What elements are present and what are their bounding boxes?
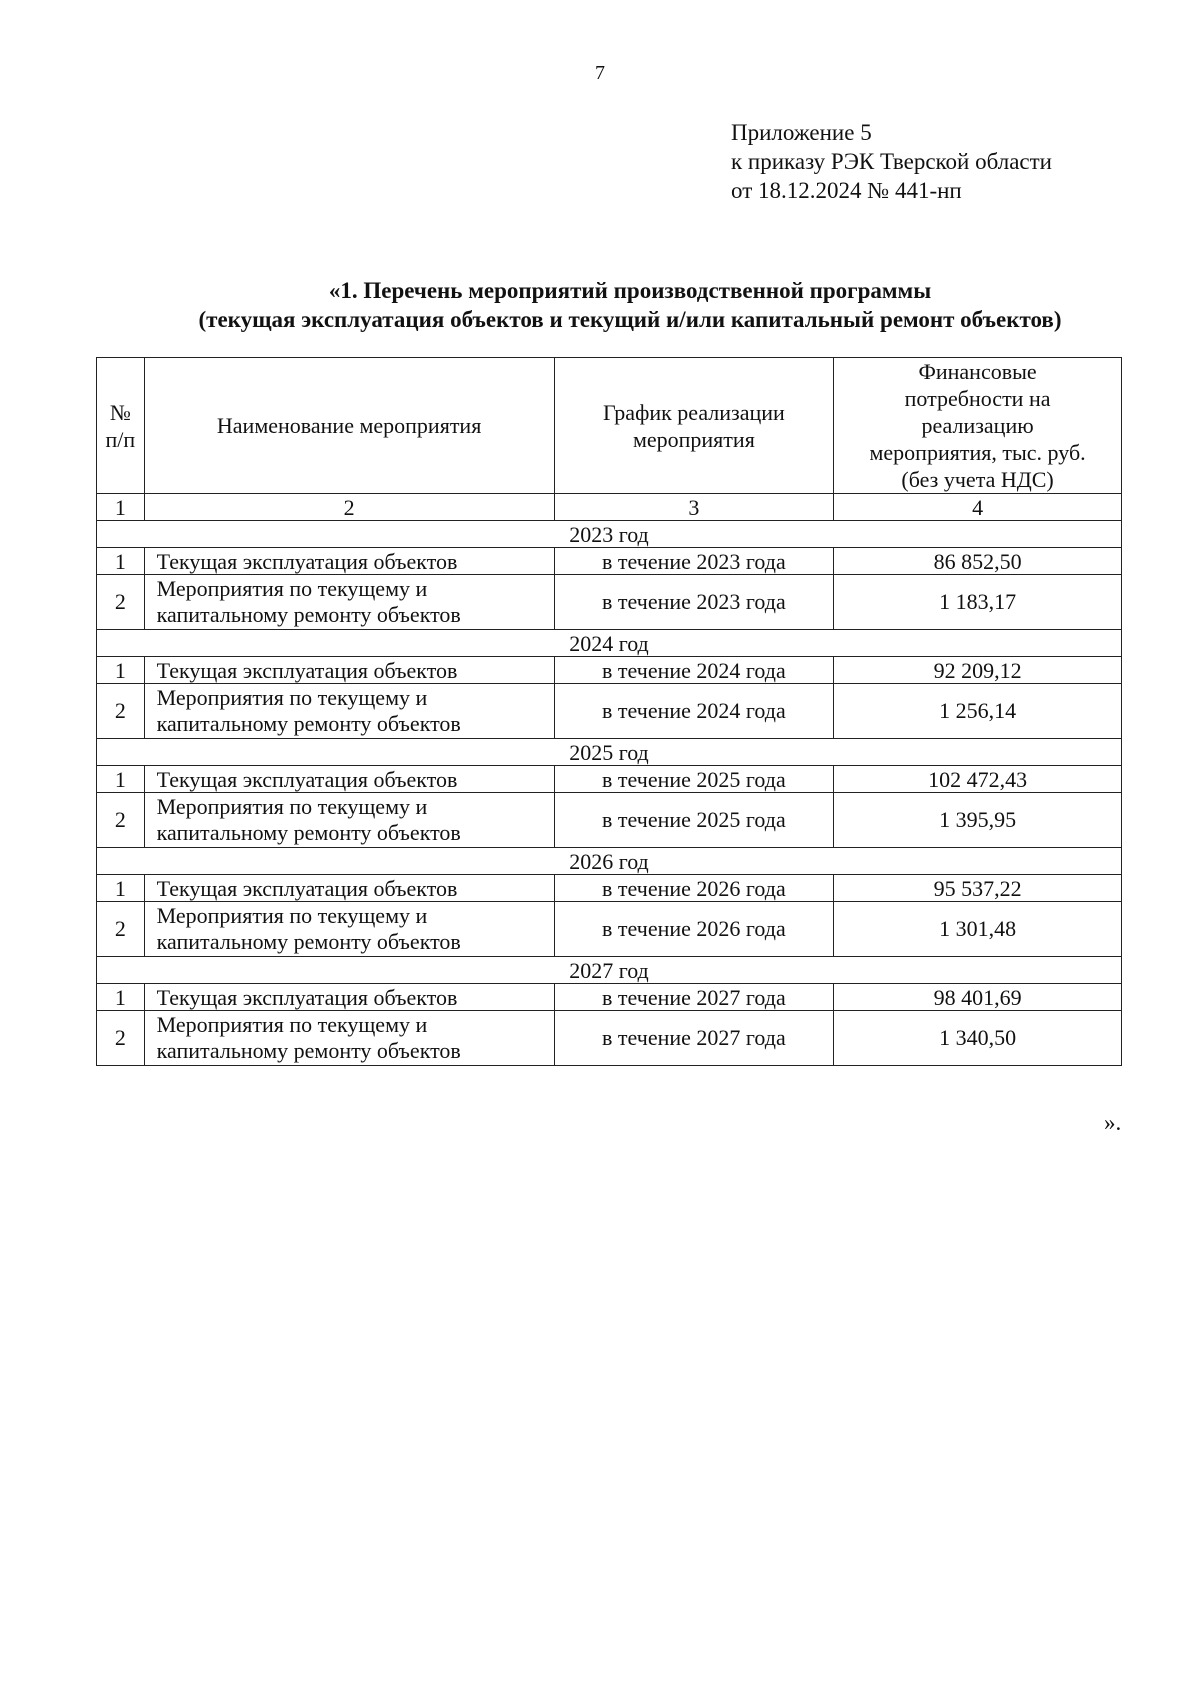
row-name-line-2: капитальному ремонту объектов [156,711,461,736]
column-number: 3 [554,494,834,521]
table-row [97,657,1122,684]
annex-block [731,118,1052,205]
table-row [97,766,1122,793]
header-schedule [554,358,834,494]
row-number: 2 [97,793,145,848]
year-label: 2023 год [97,521,1122,548]
header-finance-line-5: (без учета НДС) [901,467,1054,492]
year-row [97,957,1122,984]
column-number-row [97,494,1122,521]
table-row [97,902,1122,957]
header-finance-line-3: реализацию [921,413,1034,438]
header-name: Наименование мероприятия [144,358,554,494]
table-row [97,575,1122,630]
title-line-2: (текущая эксплуатация объектов и текущий и/или капитальный ремонт объектов) [198,307,1062,332]
table-row [97,684,1122,739]
title-line-1: «1. Перечень мероприятий производственной программы [328,278,932,303]
row-amount: 98 401,69 [834,984,1122,1011]
row-amount: 1 301,48 [834,902,1122,957]
row-name: Текущая эксплуатация объектов [144,875,554,902]
header-finance-line-4: мероприятия, тыс. руб. [869,440,1086,465]
row-number: 1 [97,875,145,902]
column-number: 1 [97,494,145,521]
row-name-line-2: капитальному ремонту объектов [156,602,461,627]
row-number: 2 [97,684,145,739]
page-number: 7 [595,62,605,84]
row-amount: 1 395,95 [834,793,1122,848]
row-name: Текущая эксплуатация объектов [144,657,554,684]
row-name-line-1: Мероприятия по текущему и [156,576,428,601]
table-row [97,793,1122,848]
row-amount: 1 256,14 [834,684,1122,739]
row-name-line-2: капитальному ремонту объектов [156,820,461,845]
annex-order-ref: к приказу РЭК Тверской области [731,149,1052,174]
row-name-line-1: Мероприятия по текущему и [156,903,428,928]
year-label: 2024 год [97,630,1122,657]
column-number: 2 [144,494,554,521]
table-header-row [97,358,1122,494]
row-number: 1 [97,657,145,684]
row-schedule: в течение 2027 года [554,1011,834,1066]
row-name [144,902,554,957]
row-name-line-2: капитальному ремонту объектов [156,929,461,954]
row-number: 2 [97,902,145,957]
year-row [97,630,1122,657]
header-finance-line-2: потребности на [904,386,1051,411]
row-amount: 86 852,50 [834,548,1122,575]
header-finance [834,358,1122,494]
row-schedule: в течение 2024 года [554,684,834,739]
row-amount: 1 183,17 [834,575,1122,630]
column-number: 4 [834,494,1122,521]
closing-quote: ». [1104,1110,1122,1135]
header-schedule-line-1: График реализации [602,399,785,425]
year-label: 2025 год [97,739,1122,766]
row-number: 1 [97,984,145,1011]
header-number-line-1: № [109,399,131,425]
row-number: 2 [97,1011,145,1066]
row-schedule: в течение 2024 года [554,657,834,684]
row-name: Текущая эксплуатация объектов [144,766,554,793]
row-schedule: в течение 2026 года [554,902,834,957]
row-name-line-1: Мероприятия по текущему и [156,685,428,710]
row-schedule: в течение 2023 года [554,548,834,575]
table-row [97,1011,1122,1066]
row-name [144,793,554,848]
row-amount: 92 209,12 [834,657,1122,684]
header-number [97,358,145,494]
header-number-line-2: п/п [105,426,136,452]
row-number: 1 [97,766,145,793]
year-row [97,848,1122,875]
table-row [97,875,1122,902]
document-title [0,276,1200,334]
row-name [144,575,554,630]
row-name-line-1: Мероприятия по текущему и [156,1012,428,1037]
row-name-line-1: Мероприятия по текущему и [156,794,428,819]
row-schedule: в течение 2026 года [554,875,834,902]
annex-title: Приложение 5 [731,120,872,145]
year-row [97,739,1122,766]
year-label: 2027 год [97,957,1122,984]
table-row [97,984,1122,1011]
row-number: 2 [97,575,145,630]
year-row [97,521,1122,548]
row-name-line-2: капитальному ремонту объектов [156,1038,461,1063]
row-amount: 1 340,50 [834,1011,1122,1066]
annex-order-date: от 18.12.2024 № 441-нп [731,178,962,203]
row-schedule: в течение 2023 года [554,575,834,630]
row-amount: 102 472,43 [834,766,1122,793]
row-schedule: в течение 2025 года [554,793,834,848]
row-name: Текущая эксплуатация объектов [144,984,554,1011]
row-number: 1 [97,548,145,575]
row-name: Текущая эксплуатация объектов [144,548,554,575]
table-row [97,548,1122,575]
row-name [144,1011,554,1066]
measures-table [96,357,1122,1066]
row-amount: 95 537,22 [834,875,1122,902]
year-label: 2026 год [97,848,1122,875]
row-name [144,684,554,739]
header-schedule-line-2: мероприятия [632,426,755,452]
row-schedule: в течение 2027 года [554,984,834,1011]
row-schedule: в течение 2025 года [554,766,834,793]
header-finance-line-1: Финансовые [918,359,1037,384]
